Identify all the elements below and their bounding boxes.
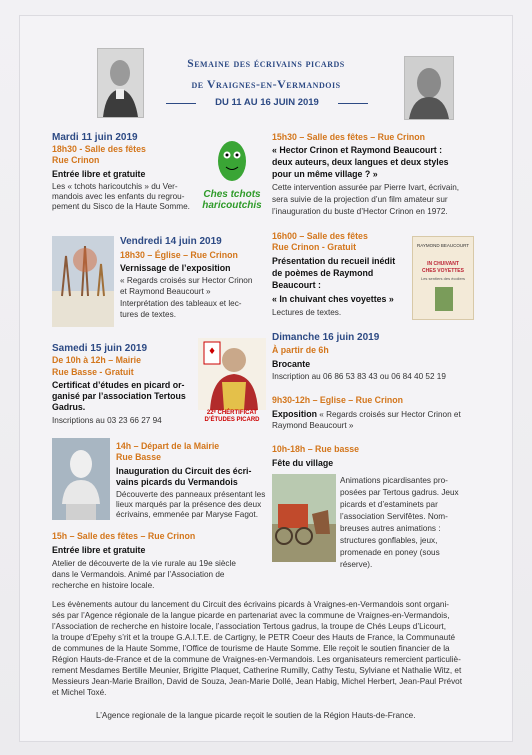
event10-desc1: Animations picardisantes pro- — [340, 476, 448, 485]
event1-day: Mardi 11 juin 2019 — [52, 132, 138, 143]
event8-title: Brocante — [272, 359, 311, 369]
event2-desc1: « Regards croisés sur Hector Crinon — [120, 276, 253, 285]
event9-title1b: « Regards croisés sur Hector Crinon et — [316, 410, 461, 419]
event3-title1: Certificat d’études en picard or- — [52, 380, 185, 390]
event10-desc5: breuses autres animations : — [340, 524, 441, 533]
event7-time2: Rue Crinon - Gratuit — [272, 242, 357, 252]
poster-title-line1: Semaine des écrivains picards — [187, 58, 345, 70]
event4-desc1: Découverte des panneaux présentant les — [116, 490, 266, 499]
event10-title: Fête du village — [272, 458, 334, 468]
event2-time: 18h30 – Église – Rue Crinon — [120, 250, 238, 260]
event3-desc: Inscriptions au 03 23 66 27 94 — [52, 416, 162, 425]
event3-place: Rue Basse - Gratuit — [52, 367, 134, 377]
event9-time: 9h30-12h – Eglise – Rue Crinon — [272, 395, 404, 405]
event4-title1: Inauguration du Circuit des écri- — [116, 466, 252, 476]
event10-desc8: réserve). — [340, 560, 373, 569]
event7-time1: 16h00 – Salle des fêtes — [272, 231, 368, 241]
book-subtitle: Les sentiers des écoliers — [420, 276, 466, 281]
event8-day: Dimanche 16 juin 2019 — [272, 332, 380, 343]
certificate-card — [198, 338, 266, 426]
event1-desc3: pement du Sisco de la Haute Somme. — [52, 202, 190, 211]
event10-desc6: structures gonflables, jeux, — [340, 536, 438, 545]
event9-title2: Raymond Beaucourt » — [272, 421, 354, 430]
event1-title: Entrée libre et gratuite — [52, 169, 146, 179]
poster-dates: DU 11 AU 16 JUIN 2019 — [196, 97, 338, 108]
event6-title2: deux auteurs, deux langues et deux styles — [272, 157, 449, 167]
event6-time: 15h30 – Salle des fêtes – Rue Crinon — [272, 132, 426, 142]
event9-title1: Exposition — [272, 409, 317, 419]
event10-desc2: posées par Tertous gadrus. Jeux — [340, 488, 459, 497]
event8-desc: Inscription au 06 86 53 83 43 ou 06 84 40 52 19 — [272, 372, 446, 381]
haricoutchis-logo — [198, 135, 266, 215]
logo-text1: Ches tchots — [203, 189, 261, 200]
footer-line3: l’Association de recherche en histoire locale, l’association Tertous gadrus, la troupe de Chés Leups d’Licourt, — [52, 622, 446, 631]
book-author: RAYMOND BEAUCOURT — [416, 243, 470, 248]
event2-desc2: et Raymond Beaucourt » — [120, 287, 211, 296]
event6-desc1: Cette intervention assurée par Pierre Ivart, écrivain, — [272, 183, 460, 192]
footer-line4: la troupe d’Epehy s’rit et la troupe G.A.I.T.E. de Cartigny, le PETR Coeur des Hauts de France, la Communauté — [52, 633, 456, 642]
event6-desc3: l’inauguration du buste d’Hector Crinon en 1972. — [272, 207, 448, 216]
book-cover-image — [435, 287, 453, 311]
event4-desc2: lieux marqués par la présence des deux — [116, 500, 262, 509]
footer-line2: sés par l’Agence régionale de la langue picarde en partenariat avec la commune de Vraignes-en-Vermandois, — [52, 611, 450, 620]
event10-desc7: promenade en poney (sous — [340, 548, 440, 557]
event7-title1: Présentation du recueil inédit — [272, 256, 396, 266]
event1-place: Rue Crinon — [52, 155, 100, 165]
event3-day: Samedi 15 juin 2019 — [52, 343, 148, 354]
footer-line10: L’Agence regionale de la langue picarde reçoit le soutien de la Région Hauts-de-France. — [96, 711, 416, 720]
event3-title3: Gadrus. — [52, 402, 86, 412]
bust-photo — [52, 438, 110, 520]
footer-line7: rement Mesdames Bertille Meunier, Brigitte Plaquet, Catherine Rumilly, Cathy Testu, Sylviane et Nathalie Witz, et — [52, 666, 462, 675]
logo-text2: haricoutchis — [202, 200, 262, 211]
book-cover — [412, 236, 474, 320]
poster-title-line2: de Vraignes-en-Vermandois — [191, 77, 341, 91]
card-text2: D’ÉTUDES PICARD — [204, 417, 260, 423]
event4-time1: 14h – Départ de la Mairie — [116, 441, 220, 451]
book-title2: CHES VOYETTES — [422, 268, 464, 274]
svg-text:♦: ♦ — [208, 347, 217, 357]
event5-desc3: recherche en histoire locale. — [52, 581, 155, 590]
event6-desc2: sera suivie de la projection d’un film amateur sur — [272, 195, 448, 204]
event2-title: Vernissage de l’exposition — [120, 263, 231, 273]
footer-line8: Messieurs Jean-Marie Braillon, David de Souza, Jean-Marie Dollé, Jean Habig, Michel Herbert, Jean-Paul Prévot — [52, 677, 463, 686]
book-title1: IN CHUIVANT — [427, 261, 459, 267]
footer-line9: et Michel Toxé. — [52, 688, 107, 697]
event4-time2: Rue Basse — [116, 452, 161, 462]
event3-time: De 10h à 12h – Mairie — [52, 355, 141, 365]
event7-title2: de poèmes de Raymond — [272, 268, 374, 278]
footer-line5: de communes de la Haute Somme, l’Office de tourisme de Haute Somme. Elle reçoit le soutien financier de la — [52, 644, 450, 653]
event1-desc1: Les « tchots haricoutchis » du Ver- — [52, 182, 178, 191]
painting-winter — [52, 236, 114, 327]
event3-title2: ganisé par l’association Tertous — [52, 391, 186, 401]
event9-title1-row — [272, 409, 461, 420]
footer-line1: Les évènements autour du lancement du Circuit des écrivains picards à Vraignes-en-Vermandois sont organi- — [52, 600, 450, 609]
event1-desc2: mandois avec les enfants du regrou- — [52, 192, 185, 201]
event7-title4: « In chuivant ches voyettes » — [272, 294, 394, 304]
event7-title3: Beaucourt : — [272, 280, 321, 290]
event2-desc4: tures de textes. — [120, 310, 176, 319]
event2-desc3: Interprétation des tableaux et lec- — [120, 299, 242, 308]
event4-title2: vains picards du Vermandois — [116, 477, 238, 487]
event10-desc4: l’association Servifêtes. Nom- — [340, 512, 448, 521]
event2-day: Vendredi 14 juin 2019 — [120, 236, 222, 247]
event10-desc3: picards et d’estaminets par — [340, 500, 438, 509]
event6-title3: pour un même village ? » — [272, 169, 378, 179]
footer-line6: Région Hauts-de-France et de la commune de Vraignes-en-Vermandois. Les organisateurs remercient particuliè- — [52, 655, 461, 664]
event5-time: 15h – Salle des fêtes – Rue Crinon — [52, 531, 196, 541]
event7-desc: Lectures de textes. — [272, 308, 342, 317]
event6-title1: « Hector Crinon et Raymond Beaucourt : — [272, 145, 443, 155]
event4-desc3: écrivains, emmenée par Maryse Fagot. — [116, 510, 258, 519]
event5-desc1: Atelier de découverte de la vie rurale au 19e siècle — [52, 559, 236, 568]
event5-desc2: dans le Vermandois. Animé par l’Association de — [52, 570, 225, 579]
event10-time: 10h-18h – Rue basse — [272, 444, 360, 454]
event8-time: À partir de 6h — [272, 345, 329, 355]
event5-title: Entrée libre et gratuite — [52, 545, 146, 555]
horse-carriage-photo — [272, 474, 336, 562]
card-text1: 22ᵉ CHÉRTIFICAT — [206, 410, 258, 416]
event1-time: 18h30 - Salle des fêtes — [52, 144, 146, 154]
